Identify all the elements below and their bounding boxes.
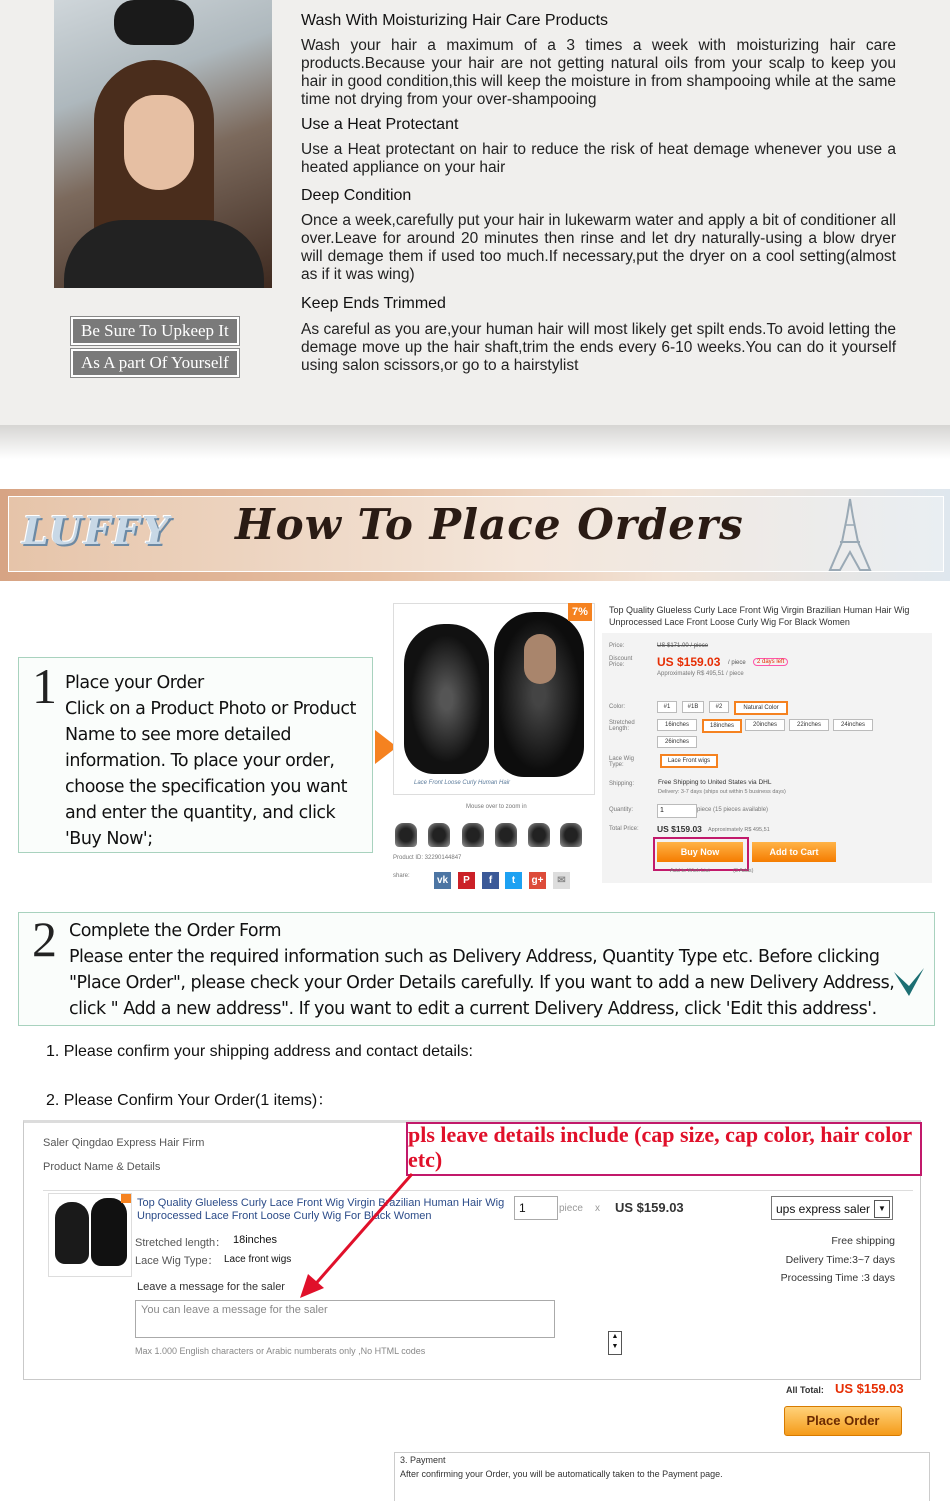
free-shipping: Free shipping — [831, 1235, 895, 1247]
pinterest-share-icon[interactable]: P — [458, 872, 475, 889]
message-textarea[interactable]: You can leave a message for the saler — [135, 1300, 555, 1338]
form-divider — [43, 1190, 913, 1191]
thumbnail-4[interactable] — [495, 823, 517, 847]
order-unit-price: US $159.03 — [615, 1200, 684, 1215]
discount-price-label: Discount Price: — [609, 656, 633, 668]
delivery-time: Delivery Time:3~7 days — [785, 1254, 895, 1266]
product-photo[interactable] — [393, 603, 595, 795]
scroll-stepper-icon[interactable]: ▲ ▼ — [608, 1331, 622, 1355]
length-26[interactable]: 26inches — [657, 736, 697, 748]
order-item-title[interactable]: Top Quality Glueless Curly Lace Front Wig Virgin Brazilian Human Hair Wig Unprocessed Lace Front Loose Curly Wig For Black Women — [137, 1197, 505, 1222]
thumbnail-1[interactable] — [395, 823, 417, 847]
thumbnail-2[interactable] — [428, 823, 450, 847]
length-20[interactable]: 20inches — [745, 719, 785, 731]
brand-logo: LUFFY — [22, 508, 171, 553]
total-label: Total Price: — [609, 826, 639, 832]
red-arrow-icon — [290, 1170, 420, 1300]
thumb-wig-2 — [91, 1198, 127, 1266]
order-item-thumbnail[interactable] — [48, 1193, 132, 1277]
order-length-label: Stretched length： — [135, 1237, 227, 1249]
order-lace-value: Lace front wigs — [224, 1254, 292, 1265]
share-label: share: — [393, 873, 410, 879]
quantity-input[interactable]: 1 — [657, 804, 697, 818]
shipping-info[interactable]: Free Shipping to United States via DHL — [658, 779, 772, 786]
wishlist-link[interactable]: Add to Wish List — [670, 868, 710, 874]
total-price: US $159.03 — [657, 824, 702, 834]
thumb-wig-1 — [55, 1202, 89, 1264]
message-note: Max 1.000 English characters or Arabic numberats only ,No HTML codes — [135, 1346, 426, 1356]
step1-number: 1 — [32, 658, 57, 714]
face-shape — [124, 95, 194, 190]
email-share-icon[interactable]: ✉ — [553, 872, 570, 889]
add-to-cart-button[interactable]: Add to Cart — [752, 842, 836, 862]
lace-type-label: Lace Wig Type: — [609, 756, 635, 768]
care-title-condition: Deep Condition — [301, 187, 412, 204]
chevron-down-icon[interactable]: ▼ — [874, 1200, 890, 1218]
google-plus-share-icon[interactable]: g+ — [529, 872, 546, 889]
message-label: Leave a message for the saler — [137, 1281, 285, 1293]
buy-now-button[interactable]: Buy Now — [657, 842, 743, 862]
approx-price: Approximately R$ 495,51 / piece — [657, 671, 744, 677]
length-24[interactable]: 24inches — [833, 719, 873, 731]
care-body-heat: Use a Heat protectant on hair to reduce the risk of heat demage whenever you use a heated appliance on your hair — [301, 141, 896, 176]
step2-title: Complete the Order Form — [69, 921, 282, 941]
mannequin-face — [524, 634, 556, 684]
step1-body: Click on a Product Photo or Product Name to see more detailed information. To place your order, choose the specification you want and enter the quantity, and click 'Buy Now'; — [65, 699, 356, 849]
check-arrow-icon — [892, 966, 926, 998]
zoom-hint: Mouse over to zoom in — [466, 804, 527, 810]
order-quantity-input[interactable]: 1 — [514, 1196, 558, 1220]
thumb-badge — [121, 1194, 131, 1203]
cape-shape — [64, 220, 264, 288]
length-label: Stretched Length: — [609, 720, 635, 732]
hair-dryer-shape — [114, 0, 194, 45]
color-option-1[interactable]: #1 — [657, 701, 677, 713]
length-16[interactable]: 16inches — [657, 719, 697, 731]
order-confirm-heading: 2. Please Confirm Your Order(1 items)： — [46, 1092, 334, 1109]
old-price: US $171.00 / piece — [657, 643, 709, 649]
order-unit: piece — [559, 1203, 583, 1214]
shipping-method-select[interactable] — [771, 1196, 893, 1220]
shipping-method-value: ups express saler — [776, 1202, 871, 1216]
discount-price: US $159.03 — [657, 655, 721, 669]
order-length-value: 18inches — [233, 1234, 278, 1246]
order-lace-label: Lace Wig Type： — [135, 1255, 219, 1267]
thumbnail-3[interactable] — [462, 823, 484, 847]
thumbnail-6[interactable] — [560, 823, 582, 847]
vk-share-icon[interactable]: vk — [434, 872, 451, 889]
care-title-wash: Wash With Moisturizing Hair Care Products — [301, 12, 609, 29]
upkeep-tag: Be Sure To Upkeep It — [71, 317, 239, 345]
eiffel-tower-icon — [820, 497, 880, 572]
length-18[interactable]: 18inches — [702, 719, 742, 733]
yourself-tag: As A part Of Yourself — [71, 349, 239, 377]
price-per-unit: / piece — [728, 660, 746, 666]
product-title-link[interactable]: Top Quality Glueless Curly Lace Front Wig Virgin Brazilian Human Hair Wig Unprocessed Lace Front Loose Curly Wig For Black Women — [609, 605, 910, 627]
step1-title: Place your Order — [65, 673, 204, 693]
all-total-value: US $159.03 — [835, 1381, 904, 1396]
color-option-natural[interactable]: Natural Color — [734, 701, 788, 715]
discount-badge: 7% — [568, 603, 592, 621]
care-title-trim: Keep Ends Trimmed — [301, 295, 446, 312]
seller-name: Saler Qingdao Express Hair Firm — [43, 1137, 205, 1149]
product-id: Product ID: 32290144847 — [393, 855, 462, 861]
length-22[interactable]: 22inches — [789, 719, 829, 731]
instruction-note: pls leave details include (cap size, cap color, hair color etc) — [408, 1122, 912, 1172]
care-body-condition: Once a week,carefully put your hair in lukewarm water and apply a bit of conditioner all over.Leave for around 20 minutes then rinse and let dry naturally-using a blow dryer will demage them if used too much.If necessary,put the dryer on a cool setting(almost as if it was wing) — [301, 212, 896, 283]
facebook-share-icon[interactable]: f — [482, 872, 499, 889]
place-order-button[interactable]: Place Order — [784, 1406, 902, 1436]
shipping-label: Shipping: — [609, 781, 635, 787]
delivery-info: Delivery: 3-7 days (ships out within 5 business days) — [658, 789, 786, 795]
all-total-label: All Total: — [786, 1385, 824, 1395]
order-times: x — [595, 1203, 600, 1214]
wig-front-shape — [404, 624, 489, 774]
care-body-trim: As careful as you are,your human hair will most likely get spilt ends.To avoid letting the demage move up the hair shaft,trim the ends every 6-10 weeks.You can do it yourself using salon scissors,or go to a hairstylist — [301, 321, 896, 374]
photo-caption: Lace Front Loose Curly Human Hair — [414, 780, 511, 786]
thumbnail-5[interactable] — [528, 823, 550, 847]
step2-body: Please enter the required information such as Delivery Address, Quantity Type etc. Before clicking "Place Order", please check your Order Details carefully. If you want to add a new Delivery Address, click " Add a new address". If you want to edit a current Delivery Address, click 'Edit this address'. — [69, 947, 895, 1019]
color-option-2[interactable]: #2 — [709, 701, 729, 713]
price-label: Price: — [609, 643, 625, 649]
processing-time: Processing Time :3 days — [780, 1272, 895, 1284]
shipping-confirm-heading: 1. Please confirm your shipping address and contact details: — [46, 1043, 473, 1060]
care-body-wash: Wash your hair a maximum of a 3 times a week with moisturizing hair care products.Because your hair are not getting natural oils from your scalp to keep you hair in good condition,this will keep the moisture in from shampooing while at the same time not drying from your over-shampooing — [301, 37, 896, 108]
wishlist-count: (3 Adds) — [733, 868, 754, 874]
lace-front-option[interactable]: Lace Front wigs — [660, 754, 718, 768]
payment-body: After confirming your Order, you will be automatically taken to the Payment page. — [400, 1469, 723, 1479]
step2-number: 2 — [32, 911, 57, 967]
salon-photo — [54, 0, 272, 288]
section-shadow — [0, 425, 950, 459]
quantity-label: Quantity: — [609, 807, 634, 813]
twitter-share-icon[interactable]: t — [505, 872, 522, 889]
product-details-label: Product Name & Details — [43, 1161, 161, 1173]
color-option-1b[interactable]: #1B — [682, 701, 704, 713]
total-approx: Approximately R$ 495,51 — [708, 827, 770, 833]
color-label: Color: — [609, 704, 626, 710]
days-left-badge: 2 days left — [753, 658, 788, 666]
care-title-heat: Use a Heat Protectant — [301, 116, 459, 133]
banner-title: How To Place Orders — [235, 500, 744, 549]
quantity-note: piece (15 pieces available) — [697, 807, 769, 813]
payment-title: 3. Payment — [400, 1455, 446, 1465]
